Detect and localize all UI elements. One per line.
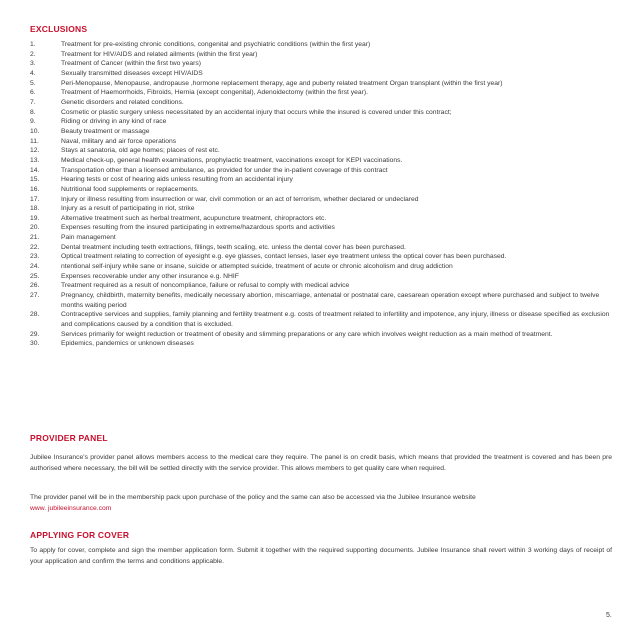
exclusion-item [30,50,612,60]
exclusion-item [30,146,612,156]
exclusion-number: 30. [30,340,40,348]
provider-panel-heading: PROVIDER PANEL [30,433,108,443]
exclusion-item [30,156,612,166]
applying-for-cover-heading: APPLYING FOR COVER [30,530,130,540]
exclusion-text: Pregnancy, childbirth, maternity benefits, medically necessary abortion, miscarriage, antenatal or postnatal care, caesarean operation except where purchased and subject to twelve months waiting period [61,292,600,309]
exclusion-item [30,69,612,79]
website-link[interactable]: www. jubileeinsurance.com [30,505,112,512]
exclusion-item [30,233,612,243]
exclusion-text: Hearing tests or cost of hearing aids unless resulting from an accidental injury [61,176,293,184]
exclusion-item [30,291,612,310]
exclusion-number: 3. [30,60,36,68]
exclusions-heading: EXCLUSIONS [30,24,88,34]
exclusion-item [30,40,612,50]
exclusion-number: 18. [30,205,40,213]
exclusion-text: Services primarily for weight reduction or treatment of obesity and slimming preparations or any care which involves weight reduction as a main method of treatment. [61,330,553,338]
exclusion-text: Riding or driving in any kind of race [61,118,167,126]
provider-panel-website-paragraph [30,492,612,514]
exclusion-text: Treatment for HIV/AIDS and related ailments (within the first year) [61,50,258,58]
exclusion-item [30,166,612,176]
exclusion-number: 27. [30,292,40,300]
exclusion-text: Cosmetic or plastic surgery unless necessitated by an accidental injury that occurs while the insured is covered under this contract; [61,108,452,116]
exclusion-item [30,195,612,205]
exclusion-item [30,185,612,195]
exclusion-item [30,137,612,147]
exclusion-number: 20. [30,224,40,232]
exclusion-item [30,339,612,349]
exclusion-item [30,214,612,224]
exclusion-number: 11. [30,137,39,145]
exclusion-text: Injury as a result of participating in riot, strike [61,205,195,213]
exclusion-number: 17. [30,195,40,203]
exclusion-text: Pain management [61,234,116,242]
exclusion-item [30,310,612,329]
exclusion-item [30,330,612,340]
exclusion-text: Naval, military and air force operations [61,137,177,145]
exclusion-text: Contraceptive services and supplies, family planning and fertility treatment e.g. costs of treatment related to infertility and impotence, any injury, illness or disease specified as exclusion and complications caused by a condition that is excluded. [61,311,610,329]
exclusion-number: 8. [30,108,36,116]
exclusion-number: 5. [30,79,36,87]
exclusion-number: 10. [30,127,40,135]
exclusion-item [30,272,612,282]
exclusion-text: Transportation other than a licensed ambulance, as provided for under the in-patient coverage of this contract [61,166,388,174]
exclusion-text: Optical treatment relating to correction of eyesight e.g. eye glasses, contact lenses, laser eye treatment unless the optical cover has been purchased. [61,253,507,261]
exclusion-item [30,117,612,127]
exclusion-item [30,262,612,272]
exclusion-text: Stays at sanatoria, old age homes; places of rest etc. [61,147,220,155]
exclusion-item [30,204,612,214]
exclusion-text: ntentional self-injury while sane or insane, suicide or attempted suicide, treatment of acute or chronic alcoholism and drug addiction [61,263,453,271]
exclusion-number: 15. [30,176,40,184]
exclusion-text: Epidemics, pandemics or unknown diseases [61,340,194,348]
exclusion-item [30,59,612,69]
exclusion-text: Dental treatment including teeth extractions, fillings, teeth scaling, etc. unless the dental cover has been purchased. [61,243,406,251]
exclusion-number: 4. [30,69,36,77]
exclusions-list [30,40,612,349]
exclusion-number: 24. [30,263,40,271]
exclusion-text: Treatment of Cancer (within the first two years) [61,60,202,68]
exclusion-number: 2. [30,50,36,58]
exclusion-text: Genetic disorders and related conditions. [61,98,184,106]
exclusion-number: 14. [30,166,40,174]
exclusion-number: 23. [30,253,40,261]
exclusion-number: 12. [30,147,40,155]
exclusion-text: Expenses resulting from the insured participating in extreme/hazardous sports and activities [61,224,335,232]
exclusion-text: Beauty treatment or massage [61,127,150,135]
applying-for-cover-paragraph: To apply for cover, complete and sign the member application form. Submit it together with the required supporting documents. Jubilee Insurance shall revert within 3 working days of receipt of your application and confirm the terms and conditions applicable. [30,547,612,565]
exclusion-text: Nutritional food supplements or replacements. [61,185,199,193]
exclusion-text: Alternative treatment such as herbal treatment, acupuncture treatment, chiropractors etc. [61,214,327,222]
exclusion-number: 13. [30,156,40,164]
exclusion-text: Expenses recoverable under any other insurance e.g. NHIF [61,272,239,280]
page-number: 5. [606,612,612,619]
provider-panel-website-text: The provider panel will be in the membership pack upon purchase of the policy and the same can also be accessed via the Jubilee Insurance website [30,494,476,501]
exclusion-text: Medical check-up, general health examinations, prophylactic treatment, vaccinations except for KEPI vaccinations. [61,156,403,164]
exclusion-number: 25. [30,272,40,280]
exclusion-number: 1. [30,41,36,48]
exclusion-item [30,223,612,233]
exclusion-item [30,98,612,108]
exclusion-item [30,175,612,185]
exclusion-number: 9. [30,118,36,126]
exclusion-item [30,243,612,253]
exclusion-text: Treatment of Haemorrhoids, Fibroids, Hernia (except congenital), Adenoidectomy (within the first year). [61,89,369,97]
exclusion-text: Peri-Menopause, Menopause, andropause ,hormone replacement therapy, age and puberty related treatment Organ transplant (within the first year) [61,79,503,87]
exclusion-item [30,127,612,137]
exclusion-number: 21. [30,234,40,242]
exclusion-text: Injury or illness resulting from insurrection or war, civil commotion or an act of terrorism, whether declared or undeclared [61,195,419,203]
exclusion-number: 7. [30,98,36,106]
exclusion-number: 19. [30,214,40,222]
exclusion-number: 22. [30,243,40,251]
exclusion-item [30,108,612,118]
exclusion-text: Treatment for pre-existing chronic conditions, congenital and psychiatric conditions (within the first year) [61,41,371,48]
exclusion-number: 26. [30,282,40,290]
exclusion-item [30,281,612,291]
exclusion-item [30,252,612,262]
exclusion-item [30,79,612,89]
exclusion-text: Sexually transmitted diseases except HIV/AIDS [61,69,203,77]
exclusion-number: 28. [30,311,40,319]
provider-panel-paragraph: Jubilee Insurance's provider panel allows members access to the medical care they require. The panel is on credit basis, which means that provided the treatment is covered and has been pre authorised where necessary, the bill will be settled directly with the service provider. This allows members to get quality care when required. [30,454,612,472]
exclusion-number: 29. [30,330,40,338]
exclusion-text: Treatment required as a result of noncompliance, failure or refusal to comply with medical advice [61,282,350,290]
exclusion-number: 16. [30,185,40,193]
exclusion-number: 6. [30,89,36,97]
exclusion-item [30,88,612,98]
